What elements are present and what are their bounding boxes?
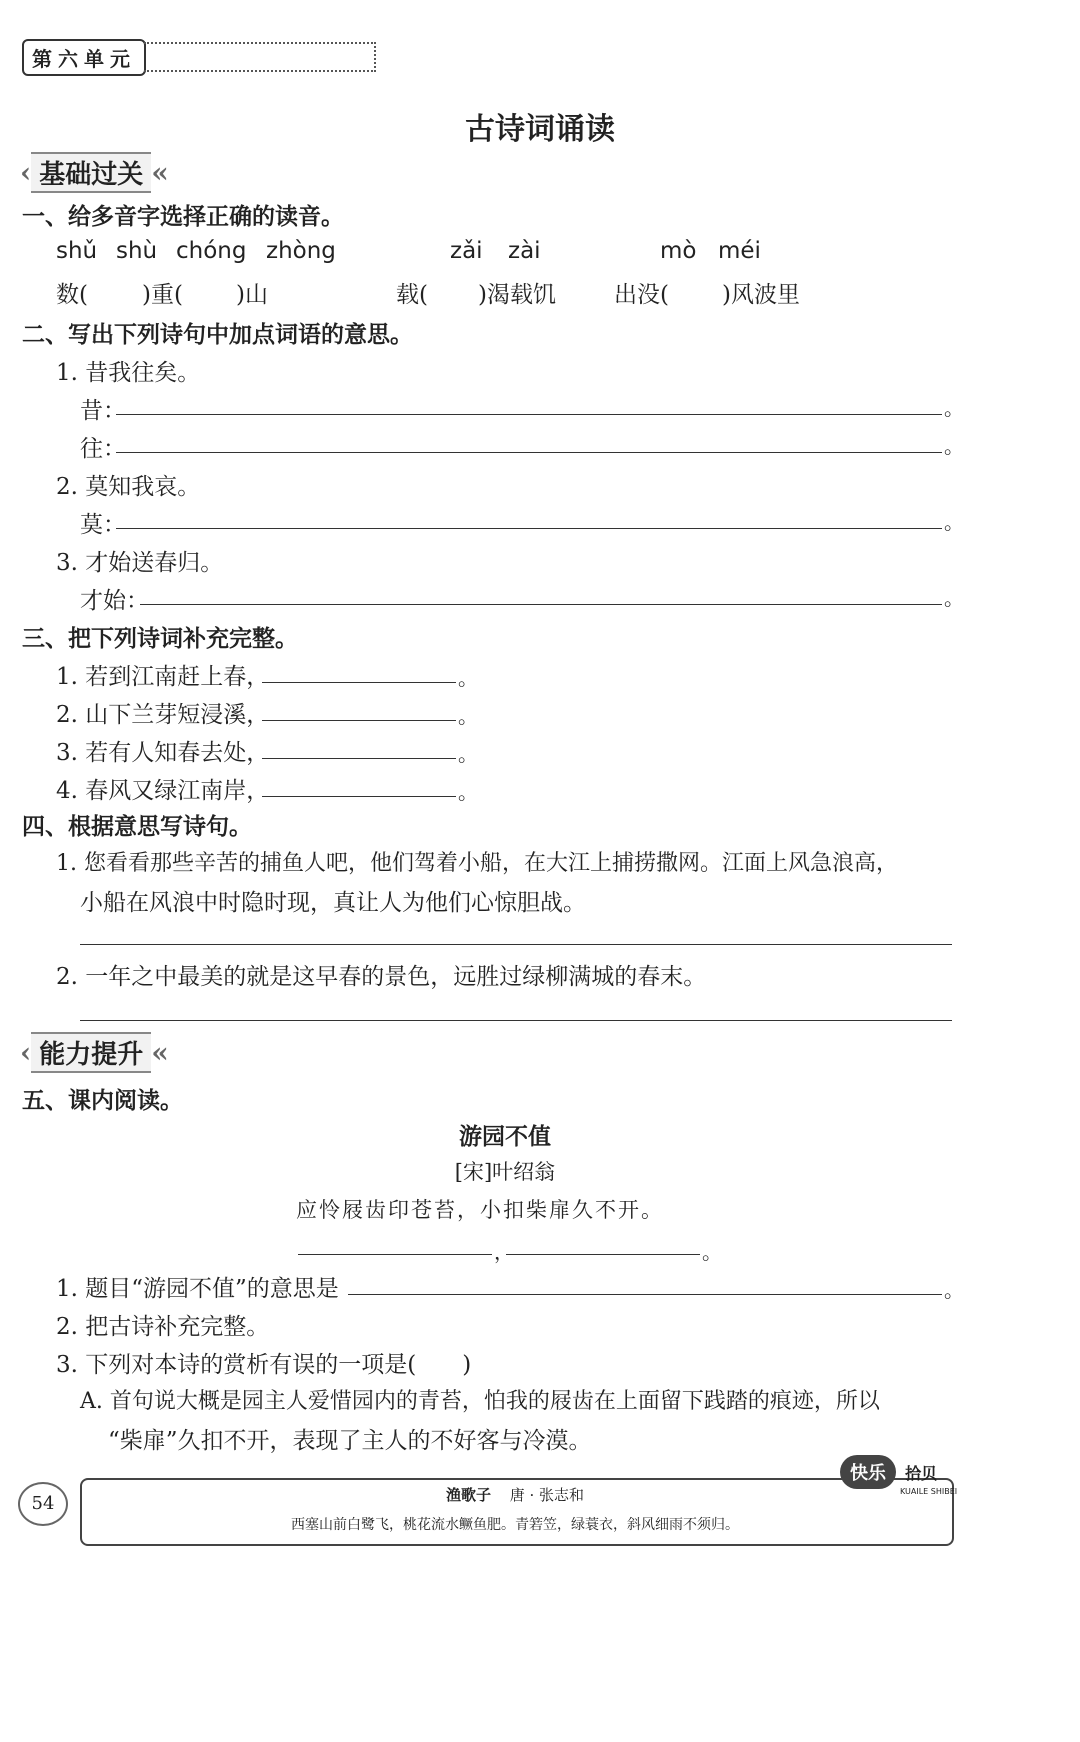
answer-line-poem-2[interactable] (506, 1254, 700, 1255)
footer-poem-heading (80, 1484, 950, 1505)
period: 。 (458, 742, 478, 766)
chevron-left-icon: ‹ (20, 1036, 32, 1069)
answer-line-poem-1[interactable] (298, 1254, 492, 1255)
answer-line-q5-1[interactable] (348, 1294, 942, 1295)
q3-item-2: 2. 山下兰芽短浸溪， (56, 702, 270, 728)
q5-sub-3: 3. 下列对本诗的赏析有误的一项是( ) (56, 1352, 472, 1378)
q2-item-1: 1. 昔我往矣。 (56, 360, 201, 386)
q1-item-kezaiji: )渴载饥 (478, 282, 556, 308)
answer-line-wang[interactable] (116, 452, 942, 453)
q4-item-1-line-1: 1. 您看看那些辛苦的捕鱼人吧，他们驾着小船，在大江上捕捞撒网。江面上风急浪高， (56, 851, 898, 876)
footer-poem-text: 西塞山前白鹭飞，桃花流水鳜鱼肥。青箬笠，绿蓑衣，斜风细雨不须归。 (291, 1517, 739, 1533)
question-3-heading: 三、把下列诗词补充完整。 (22, 625, 298, 652)
q2-item-3: 3. 才始送春归。 (56, 550, 224, 576)
pinyin-zai4: zài (508, 238, 541, 264)
answer-line-q4-2[interactable] (80, 1020, 952, 1021)
answer-line-caishi[interactable] (140, 604, 942, 605)
footer-poem-author: 唐 · 张志和 (509, 1486, 585, 1504)
poem-line-1: 应怜屐齿印苍苔，小扣柴扉久不开。 (296, 1198, 664, 1222)
brand-text: 拾贝 (905, 1464, 938, 1483)
q2-item-2: 2. 莫知我哀。 (56, 474, 201, 500)
chevron-left-icon: ‹ (20, 156, 32, 189)
question-5-heading: 五、课内阅读。 (22, 1087, 183, 1114)
poem-author: [宋]叶绍翁 (454, 1160, 556, 1184)
q3-item-1: 1. 若到江南赶上春， (56, 664, 270, 690)
period: 。 (702, 1240, 722, 1264)
period: 。 (458, 666, 478, 690)
period: 。 (458, 780, 478, 804)
brand-subtext: KUAILE SHIBEI (900, 1487, 958, 1496)
answer-line-q4-1[interactable] (80, 944, 952, 945)
double-chevron-left-icon: « (151, 1036, 169, 1069)
answer-line-xi[interactable] (116, 414, 942, 415)
q2-answer-label-mo: 莫： (80, 512, 126, 538)
answer-line-mo[interactable] (116, 528, 942, 529)
pinyin-zai3: zǎi (450, 238, 483, 264)
pinyin-mei: méi (718, 238, 761, 264)
unit-tag (22, 40, 376, 74)
q2-answer-label-caishi: 才始： (80, 588, 149, 614)
answer-line-q3-2[interactable] (262, 720, 456, 721)
pinyin-shu4: shù (116, 238, 158, 264)
unit-label: 第六单元 (22, 39, 146, 76)
period: 。 (458, 704, 478, 728)
q5-option-a-line-1: A. 首句说大概是园主人爱惜园内的青苔，怕我的屐齿在上面留下践踏的痕迹，所以 (80, 1389, 880, 1414)
answer-line-q3-3[interactable] (262, 758, 456, 759)
q4-item-1-line-2: 小船在风浪中时隐时现，真让人为他们心惊胆战。 (80, 890, 586, 916)
brand-logo (840, 1455, 957, 1496)
pinyin-chong: chóng (176, 238, 247, 264)
q5-option-a-line-2: “柴扉”久扣不开，表现了主人的不好客与冷漠。 (108, 1428, 592, 1454)
pinyin-mo: mò (660, 238, 697, 264)
question-2-heading: 二、写出下列诗句中加点词语的意思。 (22, 321, 413, 348)
section-banner-basic (20, 152, 169, 193)
period: 。 (944, 586, 964, 610)
footer-poem-title: 渔歌子 (445, 1486, 491, 1504)
section-banner-label: 基础过关 (31, 152, 151, 193)
q5-sub-1: 1. 题目“游园不值”的意思是 (56, 1276, 339, 1302)
q4-item-2: 2. 一年之中最美的就是这早春的景色，远胜过绿柳满城的春末。 (56, 964, 707, 990)
q1-item-chong: )重( (142, 282, 183, 308)
q2-answer-label-wang: 往： (80, 436, 126, 462)
q1-item-fengbo: )风波里 (722, 282, 800, 308)
period: 。 (944, 1278, 964, 1302)
page-number: 54 (18, 1482, 68, 1526)
double-chevron-left-icon: « (151, 156, 169, 189)
question-1-heading: 一、给多音字选择正确的读音。 (22, 203, 344, 230)
section-banner-advanced (20, 1032, 169, 1073)
question-4-heading: 四、根据意思写诗句。 (22, 813, 252, 840)
section-banner-label: 能力提升 (31, 1032, 151, 1073)
q3-item-3: 3. 若有人知春去处， (56, 740, 270, 766)
q1-item-shu: 数( (56, 282, 88, 308)
pinyin-zhong: zhòng (266, 238, 336, 264)
brand-bubble: 快乐 (840, 1455, 896, 1489)
q5-sub-2: 2. 把古诗补充完整。 (56, 1314, 270, 1340)
unit-dotted-bar (144, 42, 376, 72)
poem-title: 游园不值 (459, 1123, 551, 1150)
period: 。 (944, 510, 964, 534)
q3-item-4: 4. 春风又绿江南岸， (56, 778, 270, 804)
q1-item-zai: 载( (396, 282, 428, 308)
page-title: 古诗词诵读 (465, 112, 615, 147)
pinyin-shu3: shǔ (56, 238, 98, 264)
comma: ， (494, 1240, 514, 1264)
period: 。 (944, 396, 964, 420)
period: 。 (944, 434, 964, 458)
answer-line-q3-4[interactable] (262, 796, 456, 797)
q2-answer-label-xi: 昔： (80, 398, 126, 424)
q1-item-chumo: 出没( (614, 282, 669, 308)
answer-line-q3-1[interactable] (262, 682, 456, 683)
q1-item-shan: )山 (236, 282, 268, 308)
